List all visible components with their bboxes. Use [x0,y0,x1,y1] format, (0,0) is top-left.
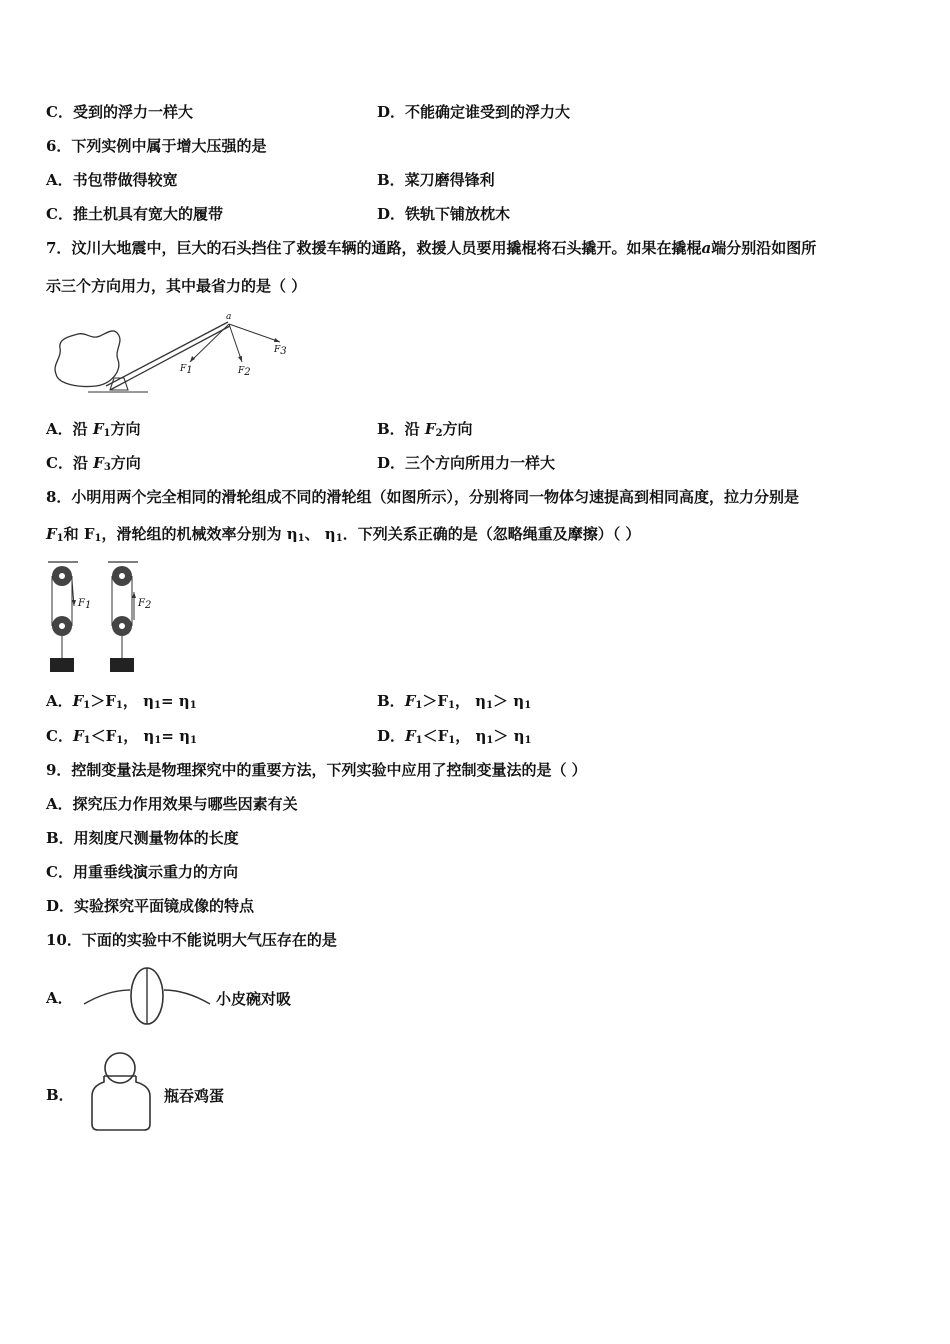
q5-option-d: D．不能确定谁受到的浮力大 [377,103,571,121]
q8-option-a: A．$F_1>F_1$， $\eta_1= \eta_1$ [46,692,197,711]
weight-right [110,658,134,672]
q8-stem-line2: $F_1$和 $F_1$，滑轮组的机械效率分别为 $\eta_1$、 $\eta_1$．下列关系正确的是（忽略绳重及摩擦）（ ） [46,525,641,544]
q9-option-c: C．用重垂线演示重力的方向 [46,863,238,881]
q10-stem: 10．下面的实验中不能说明大气压存在的是 [46,931,337,949]
q9-option-d: D．实验探究平面镜成像的特点 [46,897,255,915]
q6-option-c: C．推土机具有宽大的履带 [46,205,223,223]
q9-option-a: A．探究压力作用效果与哪些因素有关 [46,795,298,813]
q7-option-b: B．沿 $F_2$方向 [377,420,473,439]
force-f3-line [229,324,280,342]
q10-option-a-letter: A． [46,989,73,1007]
lever-label-f1: $F_1$ [180,364,193,376]
force-f1-arrowhead [190,356,195,362]
q7-lever-figure [48,314,298,398]
q8-stem-line1: 8．小明用两个完全相同的滑轮组成不同的滑轮组（如图所示），分别将同一物体匀速提高到相同高度，拉力分别是 [46,488,799,506]
q10-option-b-letter: B． [46,1086,74,1104]
lever-diagram [48,314,298,398]
bottle-shape [92,1076,150,1130]
q7-stem-text-a: 7．汶川大地震中，巨大的石头挡住了救援车辆的通路，救援人员要用撬棍将石头撬开。如果在撬棍 [46,239,702,257]
q7-stem-line1 [46,238,816,258]
force-f2-line [229,324,242,362]
q7-stem-var: a [701,239,712,257]
pulley-right-top-axle [119,573,125,579]
pulley-right-bottom-axle [119,623,125,629]
q5-option-c: C．受到的浮力一样大 [46,103,193,121]
q7-option-d: D．三个方向所用力一样大 [377,454,556,472]
pulley-left-top-axle [59,573,65,579]
pulley-diagram [42,560,162,678]
rock-shape [55,331,120,387]
arrow-f1 [72,600,76,606]
q10-bottle-egg-figure [86,1050,156,1132]
q8-option-c: C．$F_1<F_1$， $\eta_1= \eta_1$ [46,727,197,746]
force-f3-arrowhead [274,338,280,342]
q7-option-a: A．沿 $F_1$方向 [46,420,141,439]
q10-option-b-label: 瓶吞鸡蛋 [164,1087,225,1105]
lever-label-a: a [226,312,232,322]
cup-handle-right [164,990,210,1004]
pulley-label-f2: $F_2$ [138,598,152,611]
q6-option-d: D．铁轨下铺放枕木 [377,205,511,223]
bottle-egg-diagram [86,1050,156,1132]
crowbar-line-2 [110,326,230,390]
pulley-left-bottom-axle [59,623,65,629]
q9-option-b: B．用刻度尺测量物体的长度 [46,829,239,847]
q10-option-a-label: 小皮碗对吸 [216,990,292,1008]
q6-option-b: B．菜刀磨得锋利 [377,171,495,189]
q8-pulley-figure [42,560,162,678]
q7-option-c: C．沿 $F_3$方向 [46,454,141,473]
q8-option-d: D．$F_1<F_1$， $\eta_1> \eta_1$ [377,727,532,746]
force-f2-arrowhead [238,356,242,362]
force-f1-line [190,324,229,362]
arrow-f2 [132,592,136,598]
q6-option-a: A．书包带做得较宽 [46,171,178,189]
crowbar-line-1 [106,322,228,386]
q6-stem: 6．下列实例中属于增大压强的是 [46,137,267,155]
egg-shape [105,1053,135,1083]
lever-label-f3: $F_3$ [274,345,287,357]
weight-left [50,658,74,672]
q7-stem-line2: 示三个方向用力，其中最省力的是（ ） [46,277,307,295]
q7-stem-text-b: 端分别沿如图所 [711,239,817,257]
pulley-label-f1: $F_1$ [78,598,92,611]
suction-cups-diagram [82,964,212,1030]
q10-suction-cups-figure [82,964,212,1030]
cup-handle-left [84,990,130,1004]
q8-option-b: B．$F_1>F_1$， $\eta_1> \eta_1$ [377,692,532,711]
lever-label-f2: $F_2$ [238,366,251,378]
q9-stem: 9．控制变量法是物理探究中的重要方法，下列实验中应用了控制变量法的是（ ） [46,761,587,779]
